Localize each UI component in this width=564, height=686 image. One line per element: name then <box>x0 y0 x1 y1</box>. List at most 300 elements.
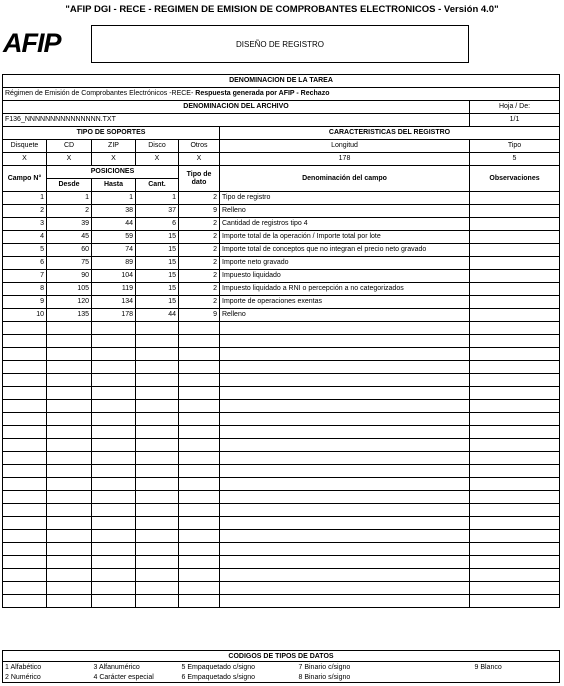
empty-row <box>3 361 560 374</box>
empty-row <box>3 374 560 387</box>
code-item: 4 Carácter especial <box>92 672 180 683</box>
empty-cell <box>92 348 136 361</box>
pos-cant: 37 <box>136 205 179 218</box>
campo-number: 2 <box>3 205 47 218</box>
empty-cell <box>47 452 92 465</box>
pos-hasta: 1 <box>92 192 136 205</box>
empty-cell <box>220 504 470 517</box>
pos-desde: 90 <box>47 270 92 283</box>
empty-cell <box>47 335 92 348</box>
empty-cell <box>179 504 220 517</box>
support-label: CD <box>47 140 92 153</box>
empty-row <box>3 556 560 569</box>
empty-cell <box>179 530 220 543</box>
empty-row <box>3 491 560 504</box>
empty-row <box>3 400 560 413</box>
file-name: F136_NNNNNNNNNNNNNNN.TXT <box>3 114 470 127</box>
empty-cell <box>220 322 470 335</box>
supports-heading: TIPO DE SOPORTES <box>3 127 220 140</box>
empty-row <box>3 387 560 400</box>
empty-row <box>3 426 560 439</box>
table-row <box>3 231 560 244</box>
empty-cell <box>470 582 560 595</box>
empty-cell <box>92 517 136 530</box>
empty-cell <box>179 491 220 504</box>
empty-cell <box>179 400 220 413</box>
pos-hasta: 59 <box>92 231 136 244</box>
empty-row <box>3 348 560 361</box>
empty-cell <box>179 465 220 478</box>
empty-cell <box>47 491 92 504</box>
campo-number: 4 <box>3 231 47 244</box>
empty-cell <box>220 413 470 426</box>
campo-number: 9 <box>3 296 47 309</box>
tipo-dato: 2 <box>179 270 220 283</box>
empty-row <box>3 335 560 348</box>
empty-cell <box>92 478 136 491</box>
support-value: X <box>92 153 136 166</box>
empty-cell <box>136 426 179 439</box>
code-item: 1 Alfabético <box>3 662 92 673</box>
campo-number: 1 <box>3 192 47 205</box>
table-row <box>3 218 560 231</box>
empty-cell <box>470 543 560 556</box>
empty-row <box>3 478 560 491</box>
empty-cell <box>136 361 179 374</box>
empty-cell <box>92 595 136 608</box>
pos-desde: 39 <box>47 218 92 231</box>
empty-row <box>3 452 560 465</box>
task-description <box>3 88 560 101</box>
empty-cell <box>136 335 179 348</box>
empty-cell <box>47 595 92 608</box>
record-layout-table <box>2 74 560 608</box>
empty-cell <box>179 413 220 426</box>
empty-cell <box>47 413 92 426</box>
tipo-dato: 2 <box>179 257 220 270</box>
empty-cell <box>470 595 560 608</box>
empty-cell <box>470 335 560 348</box>
posiciones-header: POSICIONES <box>47 166 179 179</box>
pos-desde: 45 <box>47 231 92 244</box>
empty-cell <box>179 543 220 556</box>
empty-row <box>3 517 560 530</box>
empty-cell <box>3 361 47 374</box>
empty-cell <box>92 452 136 465</box>
empty-cell <box>470 322 560 335</box>
code-item: 5 Empaquetado c/signo <box>181 663 256 671</box>
support-value: X <box>136 153 179 166</box>
tipo-header: Tipo de dato <box>179 166 220 192</box>
empty-cell <box>92 335 136 348</box>
empty-cell <box>47 374 92 387</box>
pos-desde: 120 <box>47 296 92 309</box>
empty-cell <box>136 478 179 491</box>
support-label: Otros <box>179 140 220 153</box>
code-item: 7 Binario c/signo <box>298 663 351 671</box>
pos-cant: 15 <box>136 231 179 244</box>
pos-cant: 6 <box>136 218 179 231</box>
empty-cell <box>470 569 560 582</box>
observaciones-cell <box>470 283 560 296</box>
table-row <box>3 309 560 322</box>
pos-cant: 15 <box>136 270 179 283</box>
empty-cell <box>92 491 136 504</box>
observaciones-cell <box>470 244 560 257</box>
empty-cell <box>470 478 560 491</box>
cant-header: Cant. <box>136 179 179 192</box>
file-heading: DENOMINACION DEL ARCHIVO <box>3 101 470 114</box>
code-item: 9 Blanco <box>473 662 560 673</box>
empty-cell <box>47 387 92 400</box>
empty-cell <box>179 595 220 608</box>
pos-desde: 1 <box>47 192 92 205</box>
pos-hasta: 38 <box>92 205 136 218</box>
empty-cell <box>47 517 92 530</box>
empty-cell <box>470 413 560 426</box>
pos-cant: 15 <box>136 257 179 270</box>
denominacion-header: Denominación del campo <box>220 166 470 192</box>
empty-cell <box>136 348 179 361</box>
pos-hasta: 74 <box>92 244 136 257</box>
field-description: Importe total de conceptos que no integran el precio neto gravado <box>220 244 470 257</box>
empty-cell <box>179 556 220 569</box>
empty-cell <box>47 543 92 556</box>
empty-cell <box>3 400 47 413</box>
afip-logo <box>3 27 91 58</box>
empty-cell <box>470 452 560 465</box>
empty-cell <box>3 348 47 361</box>
tipo-dato: 2 <box>179 244 220 257</box>
empty-cell <box>470 530 560 543</box>
tipo-dato: 9 <box>179 205 220 218</box>
empty-cell <box>470 400 560 413</box>
empty-cell <box>470 556 560 569</box>
empty-cell <box>470 504 560 517</box>
empty-cell <box>220 439 470 452</box>
empty-cell <box>3 595 47 608</box>
pos-cant: 44 <box>136 309 179 322</box>
empty-cell <box>220 582 470 595</box>
campo-number: 8 <box>3 283 47 296</box>
record-type: 5 <box>470 153 560 166</box>
field-description: Tipo de registro <box>220 192 470 205</box>
code-item: 2 Numérico <box>3 672 92 683</box>
support-label: ZIP <box>92 140 136 153</box>
empty-cell <box>220 465 470 478</box>
empty-cell <box>47 361 92 374</box>
field-description: Importe neto gravado <box>220 257 470 270</box>
empty-cell <box>136 413 179 426</box>
empty-cell <box>92 322 136 335</box>
page-label: Hoja / De: <box>470 101 560 114</box>
empty-cell <box>47 478 92 491</box>
empty-cell <box>3 426 47 439</box>
empty-cell <box>470 439 560 452</box>
empty-cell <box>3 335 47 348</box>
empty-cell <box>136 595 179 608</box>
empty-cell <box>220 387 470 400</box>
pos-hasta: 178 <box>92 309 136 322</box>
empty-cell <box>3 387 47 400</box>
observaciones-cell <box>470 205 560 218</box>
pos-hasta: 89 <box>92 257 136 270</box>
pos-hasta: 44 <box>92 218 136 231</box>
empty-cell <box>3 374 47 387</box>
empty-cell <box>136 374 179 387</box>
table-row <box>3 296 560 309</box>
pos-cant: 1 <box>136 192 179 205</box>
code-item: 8 Binario s/signo <box>297 672 473 683</box>
empty-cell <box>3 452 47 465</box>
empty-cell <box>220 374 470 387</box>
observaciones-cell <box>470 296 560 309</box>
field-description: Relleno <box>220 205 470 218</box>
code-item <box>473 672 560 683</box>
empty-cell <box>3 322 47 335</box>
empty-cell <box>220 595 470 608</box>
tipo-dato: 2 <box>179 296 220 309</box>
empty-cell <box>470 374 560 387</box>
tipo-dato: 2 <box>179 283 220 296</box>
hasta-header: Hasta <box>92 179 136 192</box>
record-length: 178 <box>220 153 470 166</box>
observaciones-cell <box>470 192 560 205</box>
support-value: X <box>47 153 92 166</box>
logo-text: AFIP <box>3 27 61 58</box>
support-label: Disquete <box>3 140 47 153</box>
empty-cell <box>220 517 470 530</box>
observaciones-cell <box>470 218 560 231</box>
table-row <box>3 192 560 205</box>
empty-cell <box>136 517 179 530</box>
empty-cell <box>470 491 560 504</box>
empty-cell <box>3 530 47 543</box>
observaciones-cell <box>470 257 560 270</box>
empty-cell <box>92 530 136 543</box>
empty-cell <box>136 543 179 556</box>
empty-cell <box>92 361 136 374</box>
empty-cell <box>136 400 179 413</box>
empty-cell <box>3 491 47 504</box>
support-value: X <box>3 153 47 166</box>
desde-header: Desde <box>47 179 92 192</box>
empty-cell <box>136 387 179 400</box>
empty-cell <box>47 569 92 582</box>
empty-cell <box>47 504 92 517</box>
code-item: 3 Alfanumérico <box>93 663 140 671</box>
empty-cell <box>3 439 47 452</box>
empty-cell <box>179 582 220 595</box>
empty-cell <box>470 465 560 478</box>
pos-desde: 135 <box>47 309 92 322</box>
tipo-dato: 2 <box>179 192 220 205</box>
table-row <box>3 283 560 296</box>
empty-cell <box>220 361 470 374</box>
empty-cell <box>92 439 136 452</box>
table-row <box>3 270 560 283</box>
pos-cant: 15 <box>136 283 179 296</box>
empty-row <box>3 595 560 608</box>
empty-cell <box>92 426 136 439</box>
empty-cell <box>179 439 220 452</box>
empty-row <box>3 322 560 335</box>
empty-cell <box>220 348 470 361</box>
empty-cell <box>136 452 179 465</box>
empty-cell <box>179 426 220 439</box>
empty-cell <box>220 400 470 413</box>
page-number: 1/1 <box>470 114 560 127</box>
pos-cant: 15 <box>136 244 179 257</box>
empty-cell <box>179 361 220 374</box>
empty-cell <box>92 465 136 478</box>
empty-row <box>3 530 560 543</box>
task-prefix: Régimen de Emisión de Comprobantes Electrónicos -RECE- <box>5 90 194 97</box>
tipo-dato: 2 <box>179 231 220 244</box>
field-description: Relleno <box>220 309 470 322</box>
pos-desde: 2 <box>47 205 92 218</box>
empty-cell <box>47 556 92 569</box>
pos-desde: 75 <box>47 257 92 270</box>
empty-cell <box>47 426 92 439</box>
empty-cell <box>179 374 220 387</box>
empty-cell <box>179 322 220 335</box>
empty-cell <box>470 361 560 374</box>
empty-cell <box>179 348 220 361</box>
task-bold: Respuesta generada por AFIP - Rechazo <box>195 90 330 97</box>
observaciones-cell <box>470 231 560 244</box>
campo-number: 6 <box>3 257 47 270</box>
campo-number: 10 <box>3 309 47 322</box>
empty-cell <box>92 400 136 413</box>
record-heading: CARACTERISTICAS DEL REGISTRO <box>220 127 560 140</box>
field-description: Impuesto liquidado a RNI o percepción a no categorizados <box>220 283 470 296</box>
empty-cell <box>179 517 220 530</box>
empty-cell <box>220 478 470 491</box>
empty-cell <box>3 465 47 478</box>
empty-cell <box>136 439 179 452</box>
empty-row <box>3 543 560 556</box>
table-row <box>3 257 560 270</box>
empty-cell <box>220 426 470 439</box>
empty-cell <box>220 556 470 569</box>
empty-cell <box>136 491 179 504</box>
empty-cell <box>136 465 179 478</box>
empty-cell <box>179 387 220 400</box>
support-value: X <box>179 153 220 166</box>
empty-cell <box>470 426 560 439</box>
empty-cell <box>3 582 47 595</box>
code-item: 6 Empaquetado s/signo <box>180 672 297 683</box>
empty-row <box>3 413 560 426</box>
pos-cant: 15 <box>136 296 179 309</box>
length-label: Longitud <box>220 140 470 153</box>
empty-cell <box>179 452 220 465</box>
field-description: Cantidad de registros tipo 4 <box>220 218 470 231</box>
empty-cell <box>3 478 47 491</box>
empty-cell <box>92 504 136 517</box>
empty-cell <box>92 374 136 387</box>
empty-cell <box>179 569 220 582</box>
empty-cell <box>92 582 136 595</box>
empty-cell <box>47 348 92 361</box>
empty-cell <box>47 465 92 478</box>
empty-cell <box>92 543 136 556</box>
codes-table <box>2 650 560 683</box>
empty-cell <box>3 556 47 569</box>
type-label: Tipo <box>470 140 560 153</box>
tipo-dato: 2 <box>179 218 220 231</box>
pos-desde: 105 <box>47 283 92 296</box>
task-heading: DENOMINACION DE LA TAREA <box>3 75 560 88</box>
pos-hasta: 119 <box>92 283 136 296</box>
empty-cell <box>470 517 560 530</box>
empty-cell <box>220 452 470 465</box>
observaciones-header: Observaciones <box>470 166 560 192</box>
empty-row <box>3 465 560 478</box>
pos-hasta: 134 <box>92 296 136 309</box>
pos-hasta: 104 <box>92 270 136 283</box>
empty-cell <box>220 530 470 543</box>
empty-cell <box>47 400 92 413</box>
empty-cell <box>220 335 470 348</box>
empty-cell <box>3 504 47 517</box>
field-description: Importe total de la operación / Importe total por lote <box>220 231 470 244</box>
empty-cell <box>220 491 470 504</box>
empty-cell <box>136 569 179 582</box>
empty-cell <box>92 387 136 400</box>
campo-number: 5 <box>3 244 47 257</box>
codes-heading: CODIGOS DE TIPOS DE DATOS <box>3 651 560 662</box>
empty-cell <box>136 530 179 543</box>
campo-header: Campo N° <box>3 166 47 192</box>
empty-cell <box>47 530 92 543</box>
empty-cell <box>136 556 179 569</box>
empty-cell <box>179 478 220 491</box>
empty-row <box>3 569 560 582</box>
doc-type-box: DISEÑO DE REGISTRO <box>91 25 469 63</box>
table-row <box>3 244 560 257</box>
empty-row <box>3 439 560 452</box>
empty-cell <box>3 569 47 582</box>
empty-cell <box>92 569 136 582</box>
empty-cell <box>3 517 47 530</box>
empty-cell <box>220 543 470 556</box>
campo-number: 7 <box>3 270 47 283</box>
empty-cell <box>92 413 136 426</box>
empty-cell <box>470 348 560 361</box>
empty-cell <box>47 439 92 452</box>
empty-cell <box>179 335 220 348</box>
tipo-dato: 9 <box>179 309 220 322</box>
empty-cell <box>220 569 470 582</box>
observaciones-cell <box>470 309 560 322</box>
empty-cell <box>136 582 179 595</box>
table-row <box>3 205 560 218</box>
empty-row <box>3 582 560 595</box>
empty-cell <box>3 413 47 426</box>
empty-cell <box>92 556 136 569</box>
empty-row <box>3 504 560 517</box>
empty-cell <box>136 322 179 335</box>
empty-cell <box>3 543 47 556</box>
support-label: Disco <box>136 140 179 153</box>
document-title: "AFIP DGI - RECE - REGIMEN DE EMISION DE COMPROBANTES ELECTRONICOS - Versión 4.0" <box>65 4 499 15</box>
empty-cell <box>47 582 92 595</box>
field-description: Importe de operaciones exentas <box>220 296 470 309</box>
empty-cell <box>136 504 179 517</box>
campo-number: 3 <box>3 218 47 231</box>
